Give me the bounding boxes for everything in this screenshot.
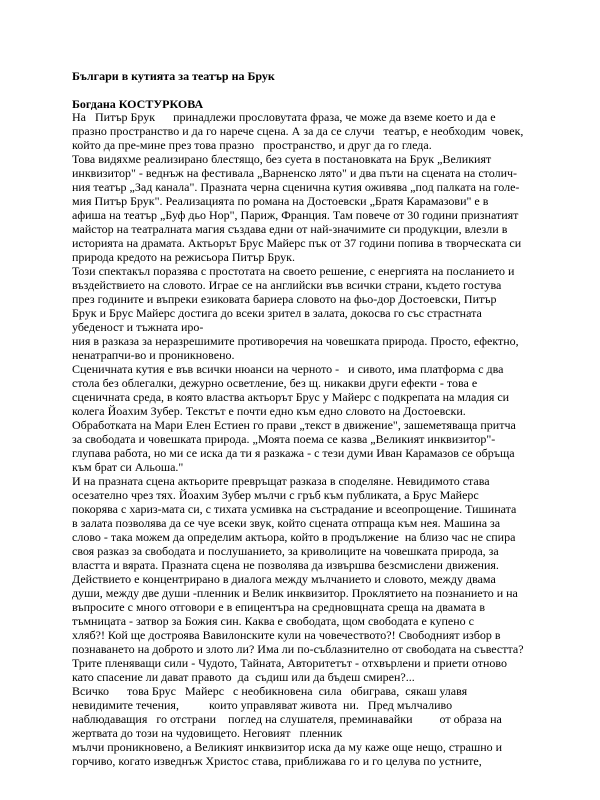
body-text-line: афиша на театър „Буф дьо Нор", Париж, Франция. Там повече от 30 години признатият [72, 208, 519, 222]
body-text-line: осезателно чрез тях. Йоахим Зубер мълчи с гръб към публиката, а Брус Майерс [72, 488, 479, 502]
body-text-line: в залата позволява да се чуе всеки звук, който сцената отпраща към нея. Машина за [72, 516, 501, 530]
body-text-line: празно пространство и да го нарече сцена. А за да се случи театър, е необходим човек, [72, 124, 524, 138]
body-text-line: познаването на доброто и злото ли? Има ли по-съблазнително от свободата на съвестта? [72, 642, 524, 656]
body-text-line: властта и вярата. Празната сцена не позволява да извършва безсмислени движения. [72, 558, 499, 572]
body-text-line: На Питър Брук принадлежи прословутата фраза, че може да вземе което и да е [72, 110, 496, 124]
body-text-line: хляб?! Кой ще достроява Вавилонските кули на човечеството?! Свободният избор в [72, 628, 501, 642]
body-text-line: Това видяхме реализирано блестящо, без суета в постановката на Брук „Великият [72, 152, 492, 166]
body-text-line: покорява с хариз-мата си, с тихата усмивка на състрадание и всеопрощение. Тишината [72, 502, 517, 516]
body-text-line: за свободата и човешката природа. „Моята поема се казва „Великият инквизитор"- [72, 432, 496, 446]
body-text-line: слово - така можем да определим актьора, който в продължение на близо час не спира [72, 530, 516, 544]
article-title: Българи в кутията за театър на Брук [72, 69, 275, 83]
body-text-line: невидимите течения, които управляват живота ни. Пред мълчаливо [72, 698, 453, 712]
body-text-line: И на празната сцена актьорите превръщат разказа в споделяне. Невидимото става [72, 474, 490, 488]
body-text-line: убеденост и тъжната иро- [72, 320, 204, 334]
body-text-line: Този спектакъл поразява с простотата на своето решение, с енергията на посланието и [72, 264, 515, 278]
body-text-line: стола без облегалки, дежурно осветление, без щ. никакви други ефекти - това е [72, 376, 478, 390]
body-text-line: жертвата до този на чудовището. Неговият пленник [72, 726, 343, 740]
body-text-line: своя разказ за свободата и послушанието, за криволиците на човешката природа, за [72, 544, 499, 558]
body-text-line: сценичната среда, в която властва актьорът Брус у Майерс с подкрепата на младия си [72, 390, 510, 404]
body-text-line: горчиво, когато изведнъж Христос става, приближава го и го целува по устните, [72, 754, 482, 768]
body-text-line: който да пре-мине през това празно пространство, и друг да го гледа. [72, 138, 432, 152]
body-text-line: инквизитор" - веднъж на фестивала „Варненско лято" и два пъти на сцената на столич- [72, 166, 518, 180]
body-text-line: Обработката на Мари Елен Естиен го прави „текст в движение", зашеметяваща притча [72, 418, 516, 432]
body-text-line: ненатрапчи-во и проникновено. [72, 348, 235, 362]
body-text-line: мълчи проникновено, а Великият инквизитор иска да му каже още нещо, страшно и [72, 740, 503, 754]
body-text-line: майстор на театралната магия създава едни от най-значимите си продукции, влезли в [72, 222, 508, 236]
body-text-line: въпросите с много отговори е в епицентъра на средновщната среща на двамата в [72, 600, 486, 614]
body-text-line: Брук и Брус Майерс достига до всеки зрител в залата, докосва го със страстната [72, 306, 482, 320]
body-text-line: към брат си Альоша." [72, 460, 184, 474]
body-text-line: тъмницата - затвор за Божия син. Каква е свободата, щом свободата е купено с [72, 614, 474, 628]
body-text-line: историята на драмата. Актьорът Брус Майерс пък от 37 години попива в творческата си [72, 236, 522, 250]
body-text-line: ния театър „Зад канала". Празната черна сценична кутия оживява „под палката на голе- [72, 180, 520, 194]
body-text-line: души, между две души -пленник и Велик инквизитор. Проклятието на познанието и на [72, 586, 518, 600]
body-text-line: Всичко това Брус Майерс с необикновена сила обиграва, сякаш улавя [72, 684, 468, 698]
body-text-line: мия Питър Брук". Реализацията по романа на Достоевски „Братя Карамазови" е в [72, 194, 489, 208]
body-text-line: Сценичната кутия е във всички нюанси на черното - и сивото, има платформа с два [72, 362, 504, 376]
body-text-line: Трите пленяващи сили - Чудото, Тайната, Авторитетът - отхвърлени и приети отново [72, 656, 508, 670]
body-text-line: глупава работа, но ми се иска да ти я разкажа - с тези думи Иван Карамазов се обръща [72, 446, 515, 460]
body-text-line: като спасение ли дават правото да съдиш или да бъдеш смирен?... [72, 670, 415, 684]
body-text-line: ния в разказа за неразрешимите противоречия на човешката природа. Просто, ефектно, [72, 334, 519, 348]
body-text-line: Действието е концентрирано в диалога между мълчанието и словото, между двама [72, 572, 496, 586]
body-text-line: природа кредото на режисьора Питър Брук. [72, 250, 295, 264]
body-text-line: наблюдаващия го отстрани поглед на слушателя, преминавайки от образа на [72, 712, 502, 726]
article-body [72, 110, 532, 768]
body-text-line: колега Йоахим Зубер. Текстът е почти едно към едно словото на Достоевски. [72, 404, 466, 418]
body-text-line: въздействието на словото. Играе се на английски във всички страни, където гостува [72, 278, 502, 292]
body-text-line: през годините и въпреки езиковата бариера словото на фьо-дор Достоевски, Питър [72, 292, 497, 306]
article-author: Богдана КОСТУРКОВА [72, 97, 204, 111]
